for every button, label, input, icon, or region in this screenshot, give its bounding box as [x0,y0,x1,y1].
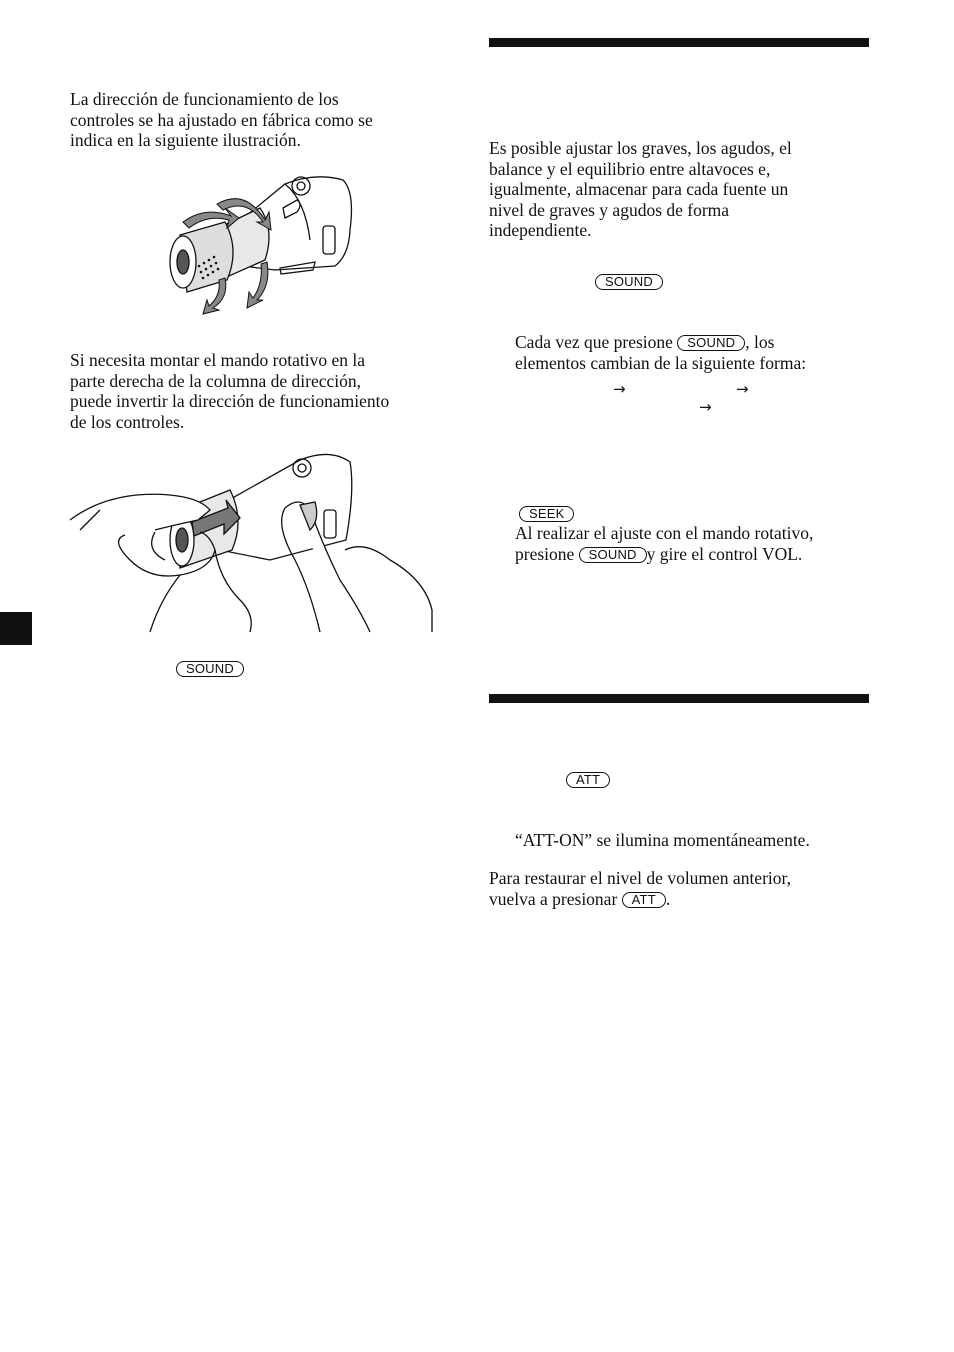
sound-button[interactable]: SOUND [677,335,745,351]
arrow-right-icon: → [699,398,712,416]
att-button[interactable]: ATT [622,892,666,908]
reverse-paragraph: Si necesita montar el mando rotativo en la parte derecha de la columna de dirección, puede invertir la dirección de funcionamiento de los controles. [70,350,390,432]
page-edge-tab [0,612,32,645]
seek-key-line [519,503,574,524]
sound-button[interactable]: SOUND [579,547,647,563]
sound-key-step-line [595,271,663,292]
sound-button[interactable]: SOUND [595,274,663,290]
seek-button[interactable]: SEEK [519,506,574,522]
section-rule-att [489,694,869,703]
att-on-text: “ATT-ON” se ilumina momentáneamente. [515,830,810,850]
section-rule-top [489,38,869,47]
sound-button[interactable]: SOUND [176,661,244,677]
restore-paragraph: Para restaurar el nivel de volumen anterior, vuelva a presionar ATT . [489,868,792,909]
att-key-line [566,769,610,790]
step-paragraph: Cada vez que presione SOUND , los elementos cambian de la siguiente forma: [515,332,807,373]
rotary-adjust-paragraph: Al realizar el ajuste con el mando rotativo, presione SOUND y gire el control VOL. [515,523,814,564]
intro-paragraph: La dirección de funcionamiento de los controles se ha ajustado en fábrica como se indica en la siguiente ilustración. [70,89,373,151]
rotary-commander-illustration [165,170,360,315]
arrow-right-icon: → [736,380,749,398]
hands-rotary-illustration [70,450,435,635]
arrow-right-icon: → [613,380,626,398]
sound-key-left-line [176,658,244,679]
att-button[interactable]: ATT [566,772,610,788]
sound-intro-paragraph: Es posible ajustar los graves, los agudos, el balance y el equilibrio entre altavoces e, igualmente, almacenar para cada fuente un nivel de graves y agudos de forma independiente. [489,138,792,241]
